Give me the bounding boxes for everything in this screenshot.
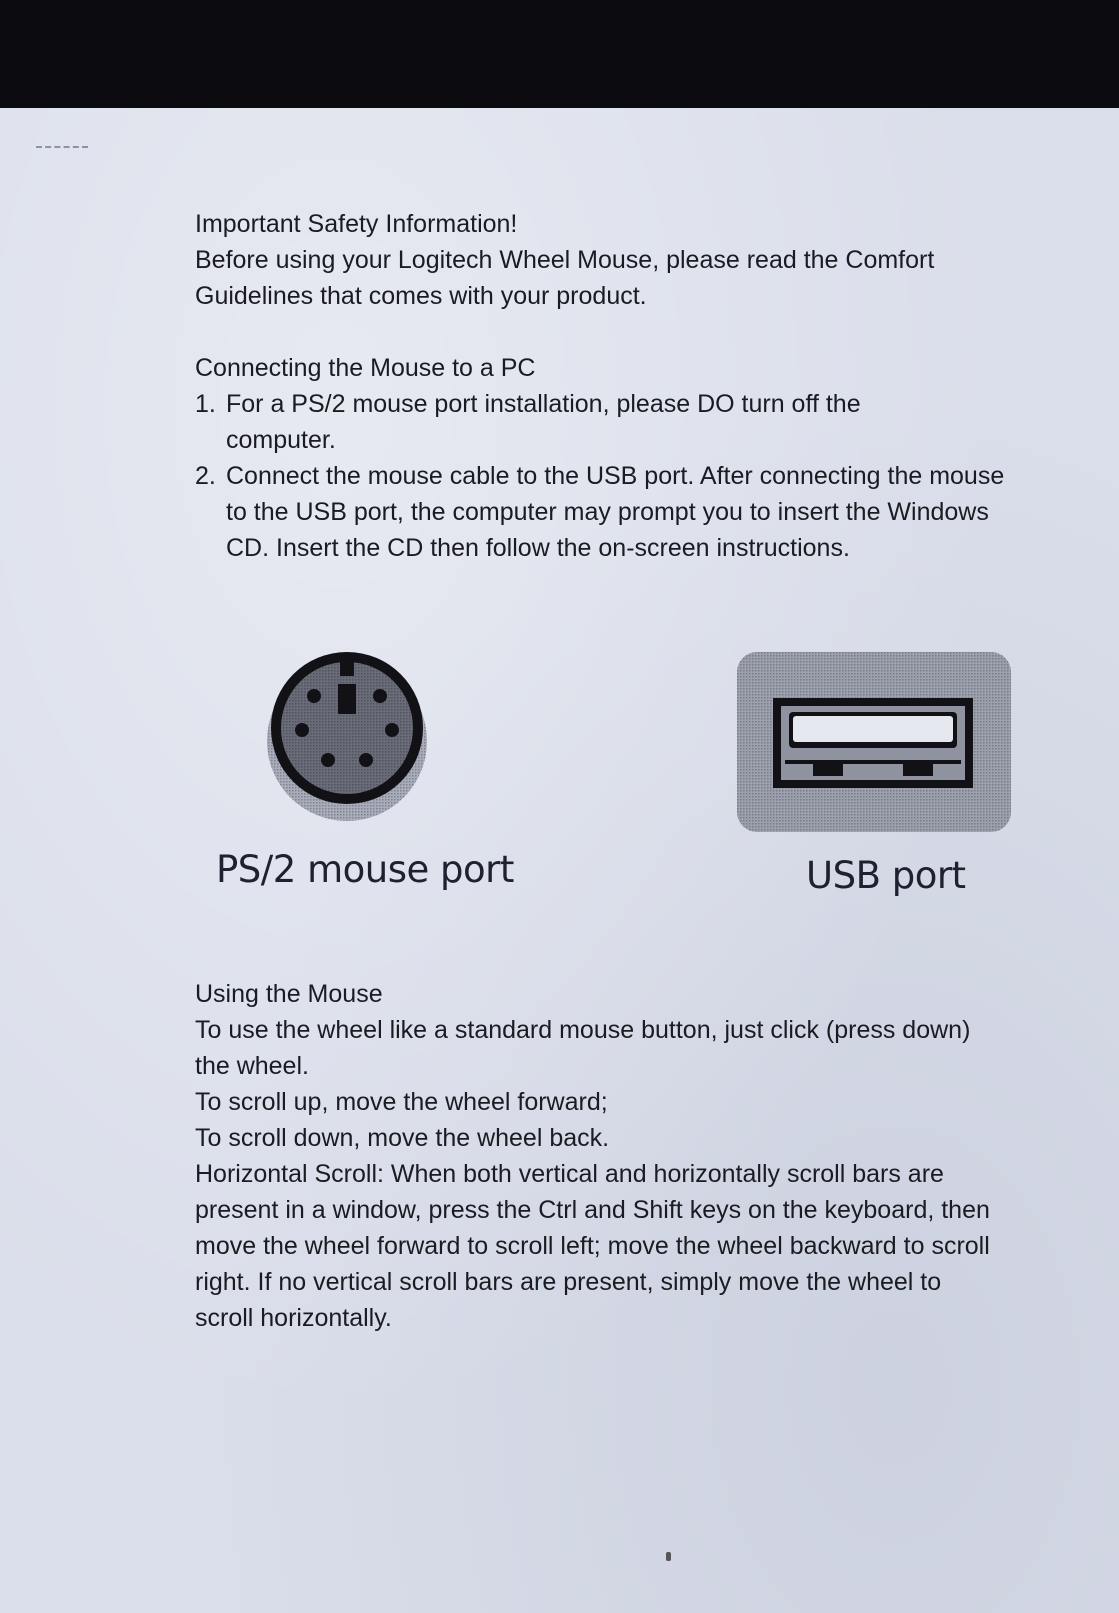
connecting-steps bbox=[195, 386, 1045, 566]
step-number: 1. bbox=[195, 390, 216, 418]
ps2-port-label: PS/2 mouse port bbox=[216, 848, 514, 891]
safety-body: Before using your Logitech Wheel Mouse, please read the Comfort Guidelines that comes with your product. bbox=[195, 246, 935, 310]
scan-mark bbox=[36, 146, 88, 150]
scan-top-border bbox=[0, 0, 1119, 108]
using-line: Horizontal Scroll: When both vertical and horizontally scroll bars are present in a window, press the Ctrl and Shift keys on the keyboard, then move the wheel forward to scroll left; move the wheel backward to scroll right. If no vertical scroll bars are present, simply move the wheel to scroll horizontally. bbox=[195, 1160, 990, 1332]
using-line: To scroll up, move the wheel forward; bbox=[195, 1088, 608, 1116]
usb-port-icon bbox=[737, 652, 1011, 832]
step-item bbox=[195, 458, 1045, 566]
scan-speck bbox=[666, 1552, 671, 1561]
step-item bbox=[195, 386, 1045, 458]
using-section bbox=[195, 976, 995, 1336]
step-text: Connect the mouse cable to the USB port. After connecting the mouse to the USB port, the computer may prompt you to insert the Windows CD. Insert the CD then follow the on-screen instructions. bbox=[226, 462, 1005, 562]
safety-section bbox=[195, 206, 1045, 314]
safety-heading: Important Safety Information! bbox=[195, 210, 518, 238]
connecting-section bbox=[195, 350, 1045, 566]
usb-port-label: USB port bbox=[806, 854, 966, 897]
step-number: 2. bbox=[195, 462, 216, 490]
connecting-heading: Connecting the Mouse to a PC bbox=[195, 354, 536, 382]
ps2-port-icon bbox=[262, 646, 432, 824]
using-line: To scroll down, move the wheel back. bbox=[195, 1124, 610, 1152]
using-line: To use the wheel like a standard mouse button, just click (press down) the wheel. bbox=[195, 1016, 971, 1080]
using-heading: Using the Mouse bbox=[195, 980, 383, 1008]
step-text: For a PS/2 mouse port installation, please DO turn off the computer. bbox=[226, 390, 861, 454]
